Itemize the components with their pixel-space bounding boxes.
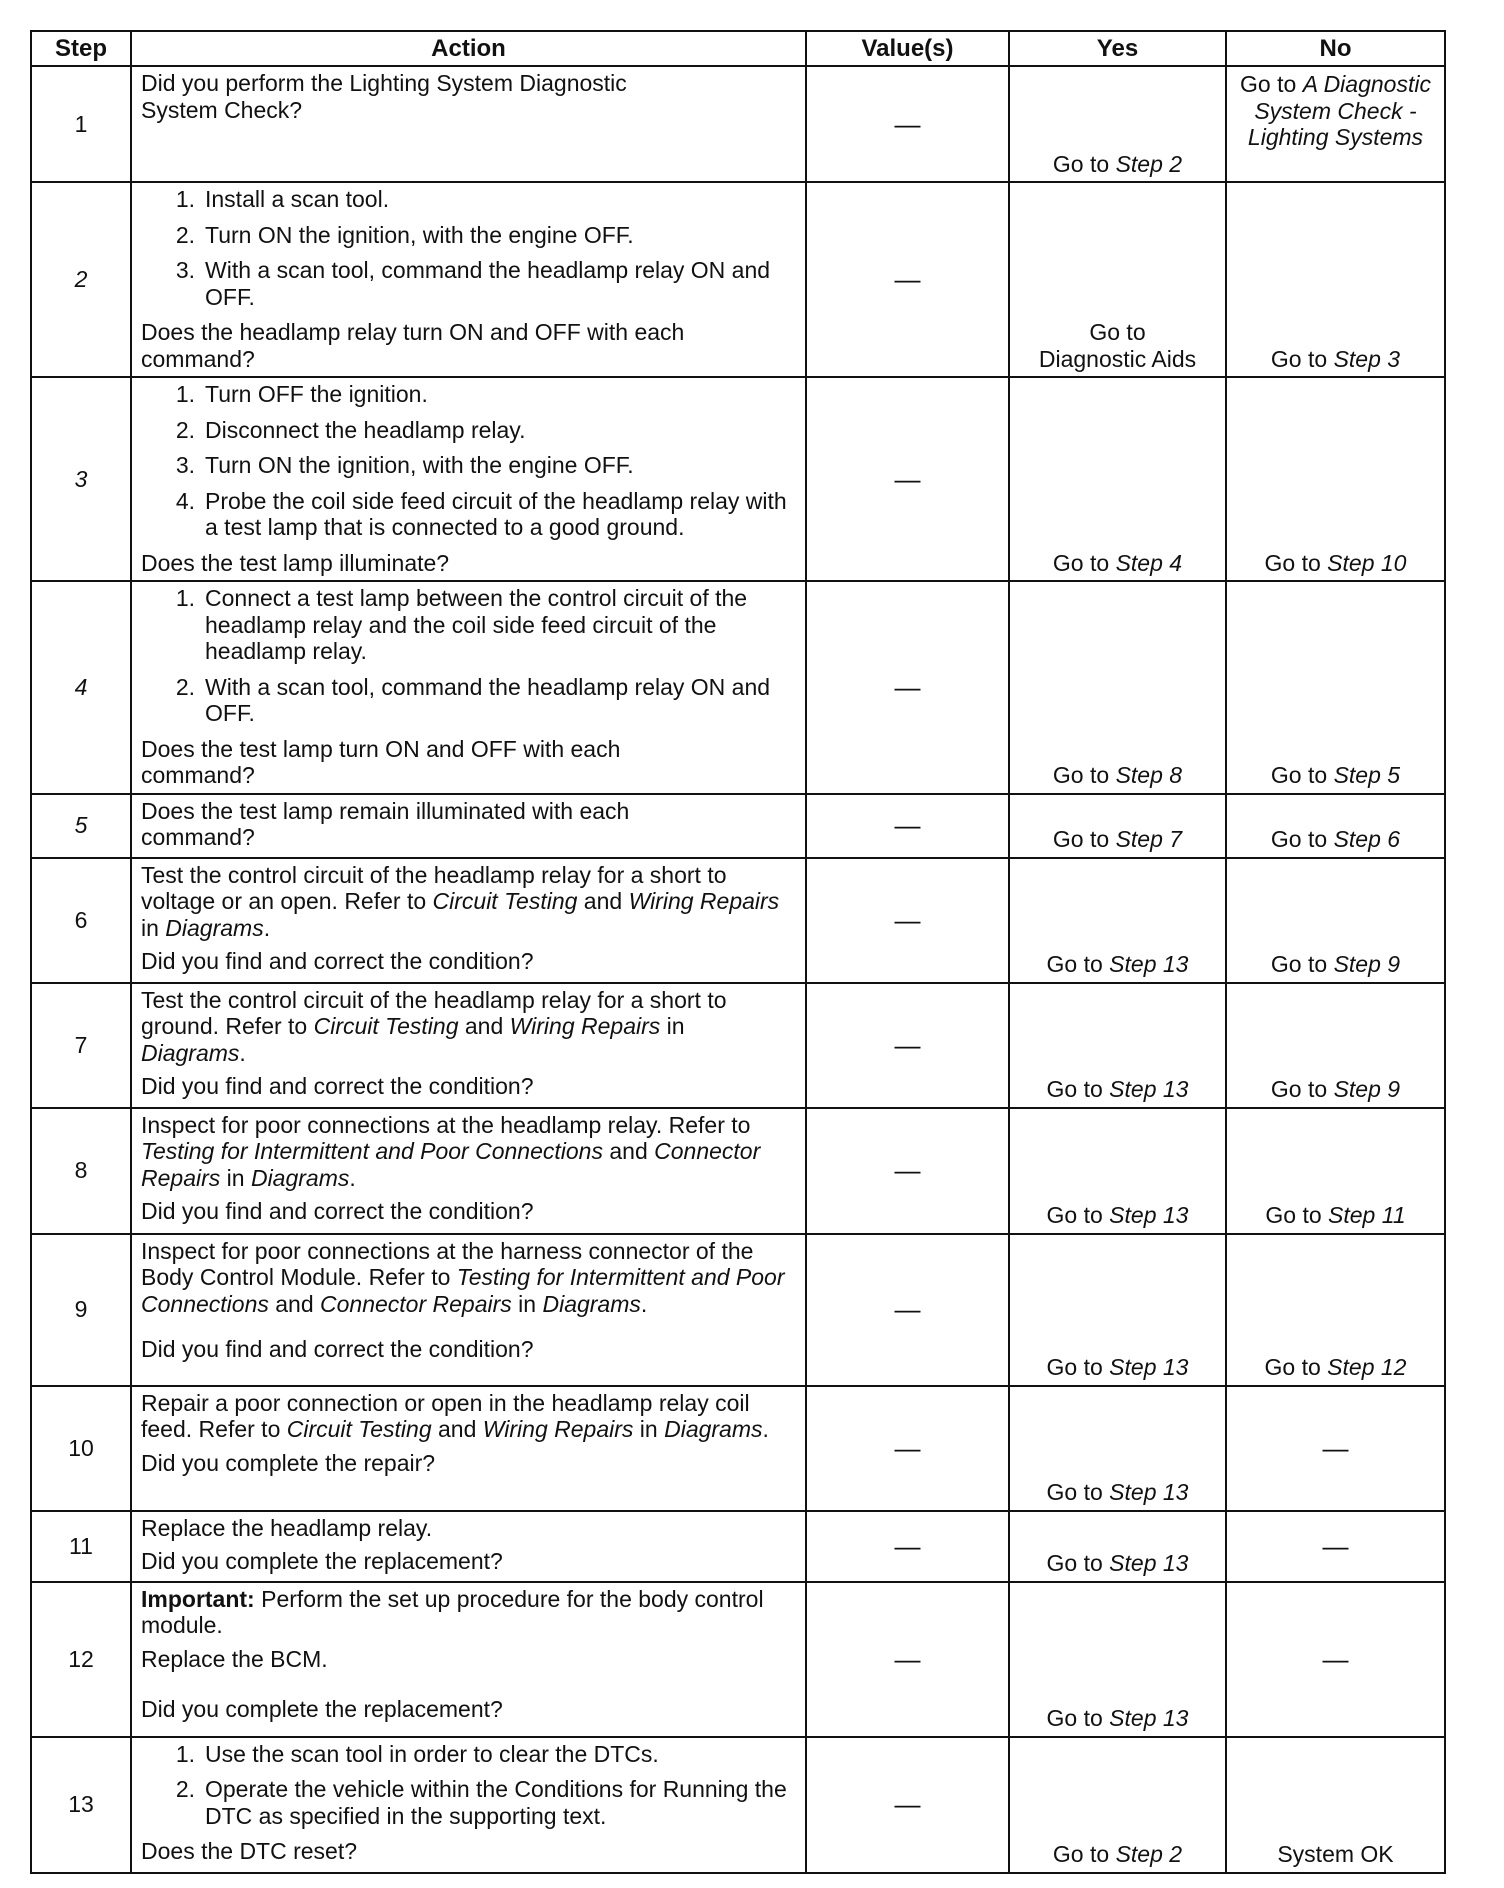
- action-text: Replace the BCM.: [141, 1645, 328, 1672]
- action-text: Test the control circuit of the headlamp relay for a short to voltage or an open. Refer to Circuit Testing and Wiring Repairs in Diagrams.: [141, 861, 780, 941]
- yes-prefix: Go to: [1046, 951, 1110, 977]
- no-prefix: Go to: [1270, 1076, 1334, 1102]
- instruction-item: 1. Install a scan tool.: [175, 186, 390, 212]
- yes-step-link[interactable]: Step 2: [1115, 1841, 1183, 1867]
- instruction-item: 1. Turn OFF the ignition.: [175, 381, 428, 407]
- no-prefix: Go to: [1270, 345, 1334, 372]
- header-yes: Yes: [1009, 31, 1226, 66]
- question-text: Does the test lamp illuminate?: [141, 549, 450, 576]
- yes-cell: [1009, 1234, 1226, 1386]
- yes-step-link[interactable]: Step 13: [1109, 1705, 1189, 1731]
- value-cell: —: [806, 581, 1009, 794]
- question-text: Did you complete the repair?: [141, 1449, 436, 1476]
- step-number: 10: [31, 1386, 131, 1511]
- yes-prefix: Go to: [1046, 1202, 1110, 1228]
- yes-step-link[interactable]: Step 13: [1109, 1354, 1189, 1380]
- yes-cell: [1009, 182, 1226, 377]
- instruction-item: 3. With a scan tool, command the headlamp relay ON and OFF.: [175, 257, 771, 310]
- no-prefix: Go to: [1270, 951, 1334, 977]
- yes-step-link[interactable]: Step 13: [1109, 951, 1189, 977]
- no-prefix: Go to: [1264, 549, 1328, 576]
- value-cell: —: [806, 1234, 1009, 1386]
- yes-prefix: Go to: [1052, 150, 1116, 177]
- no-prefix: Go to: [1264, 1354, 1328, 1380]
- yes-cell: [1009, 377, 1226, 581]
- table-row: [31, 1108, 1445, 1234]
- no-step-link[interactable]: Step 9: [1333, 1076, 1401, 1102]
- table-row: [31, 581, 1445, 794]
- yes-link[interactable]: Diagnostic Aids: [1038, 345, 1197, 372]
- step-number: 6: [31, 858, 131, 983]
- yes-step-link[interactable]: Step 13: [1109, 1550, 1189, 1576]
- no-prefix: Go to: [1270, 762, 1334, 788]
- no-prefix: Go to: [1265, 1202, 1329, 1228]
- yes-step-link[interactable]: Step 4: [1115, 549, 1183, 576]
- no-cell: [1226, 794, 1445, 858]
- step-number: 7: [31, 983, 131, 1108]
- yes-prefix: Go to: [1046, 1550, 1110, 1576]
- yes-cell: [1009, 858, 1226, 983]
- question-text: Did you find and correct the condition?: [141, 1336, 534, 1362]
- yes-step-link[interactable]: Step 2: [1115, 150, 1183, 177]
- value-cell: —: [806, 983, 1009, 1108]
- step-number: 9: [31, 1234, 131, 1386]
- yes-cell: [1009, 1737, 1226, 1873]
- yes-prefix: Go to: [1052, 762, 1116, 788]
- action-cell: [131, 377, 806, 581]
- question-text: Does the DTC reset?: [141, 1838, 358, 1864]
- yes-prefix: Go to: [1046, 1479, 1110, 1505]
- question-text: Does the headlamp relay turn ON and OFF with each command?: [141, 319, 685, 372]
- no-step-link[interactable]: Step 9: [1333, 951, 1401, 977]
- yes-cell: [1009, 581, 1226, 794]
- action-cell: [131, 1108, 806, 1234]
- no-cell: [1226, 983, 1445, 1108]
- value-cell: —: [806, 1737, 1009, 1873]
- instruction-item: 2. Disconnect the headlamp relay.: [175, 416, 526, 443]
- table-row: [31, 983, 1445, 1108]
- action-cell: [131, 1511, 806, 1582]
- header-values: Value(s): [806, 31, 1009, 66]
- no-step-link[interactable]: Step 5: [1333, 762, 1401, 788]
- instruction-list: [141, 381, 791, 541]
- no-prefix: Go to: [1270, 826, 1334, 852]
- table-row: [31, 1511, 1445, 1582]
- yes-step-link[interactable]: Step 8: [1115, 762, 1183, 788]
- value-cell: —: [806, 1511, 1009, 1582]
- yes-cell: [1009, 794, 1226, 858]
- table-row: [31, 858, 1445, 983]
- instruction-list: [141, 585, 791, 727]
- value-cell: —: [806, 794, 1009, 858]
- header-row: [31, 31, 1445, 66]
- question-text: Did you find and correct the condition?: [141, 1073, 534, 1099]
- no-step-link[interactable]: Step 10: [1327, 549, 1407, 576]
- yes-prefix: Go to: [1046, 1705, 1110, 1731]
- table-row: [31, 1582, 1445, 1737]
- instruction-item: 2. Operate the vehicle within the Conditions for Running the DTC as specified in the supporting text.: [175, 1776, 787, 1829]
- value-cell: —: [806, 1386, 1009, 1511]
- instruction-list: [141, 186, 791, 310]
- action-text: Did you perform the Lighting System Diagnostic System Check?: [141, 70, 627, 123]
- no-step-link[interactable]: Step 12: [1327, 1354, 1407, 1380]
- action-cell: [131, 983, 806, 1108]
- step-number: 2: [31, 182, 131, 377]
- no-cell: [1226, 66, 1445, 182]
- action-cell: [131, 1582, 806, 1737]
- yes-prefix: Go to: [1089, 319, 1146, 345]
- no-cell: [1226, 377, 1445, 581]
- yes-cell: [1009, 983, 1226, 1108]
- step-number: 8: [31, 1108, 131, 1234]
- yes-prefix: Go to: [1046, 1076, 1110, 1102]
- no-step-link[interactable]: Step 11: [1328, 1202, 1406, 1228]
- yes-cell: [1009, 1108, 1226, 1234]
- action-text: Inspect for poor connections at the harness connector of the Body Control Module. Refer to Testing for Intermittent and Poor Connections and Connector Repairs in Diagrams.: [141, 1237, 785, 1317]
- diagnostic-table: [30, 30, 1446, 1874]
- yes-cell: [1009, 1582, 1226, 1737]
- action-text: Inspect for poor connections at the headlamp relay. Refer to Testing for Intermittent and Poor Connections and Connector Repairs in Diagrams.: [141, 1111, 761, 1191]
- value-cell: —: [806, 377, 1009, 581]
- action-text: Does the test lamp remain illuminated with each command?: [141, 797, 630, 850]
- no-cell: [1226, 858, 1445, 983]
- action-cell: [131, 1737, 806, 1873]
- no-step-link[interactable]: Step 6: [1333, 826, 1401, 852]
- header-action: Action: [131, 31, 806, 66]
- no-cell: [1226, 1108, 1445, 1234]
- important-note: Important: Perform the set up procedure for the body control module.: [141, 1585, 764, 1638]
- no-cell: [1226, 1234, 1445, 1386]
- no-cell: [1226, 182, 1445, 377]
- instruction-item: 1. Connect a test lamp between the control circuit of the headlamp relay and the coil side feed circuit of the headlamp relay.: [175, 585, 748, 664]
- instruction-item: 2. With a scan tool, command the headlamp relay ON and OFF.: [175, 673, 771, 726]
- value-cell: —: [806, 66, 1009, 182]
- action-text: Repair a poor connection or open in the headlamp relay coil feed. Refer to Circuit Testing and Wiring Repairs in Diagrams.: [141, 1389, 769, 1442]
- yes-step-link[interactable]: Step 7: [1115, 826, 1183, 852]
- question-text: Did you complete the replacement?: [141, 1548, 503, 1574]
- action-text: Replace the headlamp relay.: [141, 1514, 433, 1541]
- action-cell: [131, 182, 806, 377]
- table-row: [31, 1737, 1445, 1873]
- step-number: 11: [31, 1511, 131, 1582]
- value-cell: —: [806, 182, 1009, 377]
- step-number: 12: [31, 1582, 131, 1737]
- table-row: [31, 1386, 1445, 1511]
- action-cell: [131, 794, 806, 858]
- action-cell: [131, 1234, 806, 1386]
- yes-cell: [1009, 1386, 1226, 1511]
- no-cell: System OK: [1226, 1737, 1445, 1873]
- yes-step-link[interactable]: Step 13: [1109, 1076, 1189, 1102]
- value-cell: —: [806, 1108, 1009, 1234]
- table-row: [31, 1234, 1445, 1386]
- no-cell: —: [1226, 1582, 1445, 1737]
- no-cell: —: [1226, 1386, 1445, 1511]
- instruction-item: 4. Probe the coil side feed circuit of the headlamp relay with a test lamp that is connected to a good ground.: [175, 487, 787, 540]
- question-text: Did you complete the replacement?: [141, 1696, 503, 1722]
- header-step: Step: [31, 31, 131, 66]
- yes-step-link[interactable]: Step 13: [1109, 1479, 1189, 1505]
- no-step-link[interactable]: A Diagnostic System Check - Lighting Systems: [1247, 71, 1431, 150]
- yes-cell: [1009, 1511, 1226, 1582]
- instruction-list: [141, 1741, 791, 1830]
- question-text: Does the test lamp turn ON and OFF with each command?: [141, 735, 621, 788]
- value-cell: —: [806, 858, 1009, 983]
- table-row: [31, 794, 1445, 858]
- step-number: 4: [31, 581, 131, 794]
- header-no: No: [1226, 31, 1445, 66]
- instruction-item: 3. Turn ON the ignition, with the engine OFF.: [175, 452, 634, 478]
- action-cell: [131, 1386, 806, 1511]
- value-cell: —: [806, 1582, 1009, 1737]
- step-number: 1: [31, 66, 131, 182]
- yes-prefix: Go to: [1052, 826, 1116, 852]
- table-row: [31, 66, 1445, 182]
- yes-prefix: Go to: [1046, 1354, 1110, 1380]
- table-row: [31, 377, 1445, 581]
- no-step-link[interactable]: Step 3: [1333, 345, 1401, 372]
- instruction-item: 2. Turn ON the ignition, with the engine OFF.: [175, 221, 634, 248]
- step-number: 13: [31, 1737, 131, 1873]
- no-cell: [1226, 581, 1445, 794]
- question-text: Did you find and correct the condition?: [141, 948, 534, 974]
- instruction-item: 1. Use the scan tool in order to clear the DTCs.: [175, 1740, 659, 1767]
- no-cell: —: [1226, 1511, 1445, 1582]
- action-cell: [131, 858, 806, 983]
- diagnostic-table-container: [30, 30, 1444, 1874]
- yes-prefix: Go to: [1052, 1841, 1116, 1867]
- yes-step-link[interactable]: Step 13: [1109, 1202, 1189, 1228]
- step-number: 5: [31, 794, 131, 858]
- yes-cell: [1009, 66, 1226, 182]
- action-cell: [131, 581, 806, 794]
- no-prefix: Go to: [1240, 71, 1303, 97]
- action-cell: [131, 66, 806, 182]
- question-text: Did you find and correct the condition?: [141, 1198, 534, 1224]
- step-number: 3: [31, 377, 131, 581]
- yes-prefix: Go to: [1052, 549, 1116, 576]
- action-text: Test the control circuit of the headlamp relay for a short to ground. Refer to Circuit Testing and Wiring Repairs in Diagrams.: [141, 986, 727, 1066]
- table-row: [31, 182, 1445, 377]
